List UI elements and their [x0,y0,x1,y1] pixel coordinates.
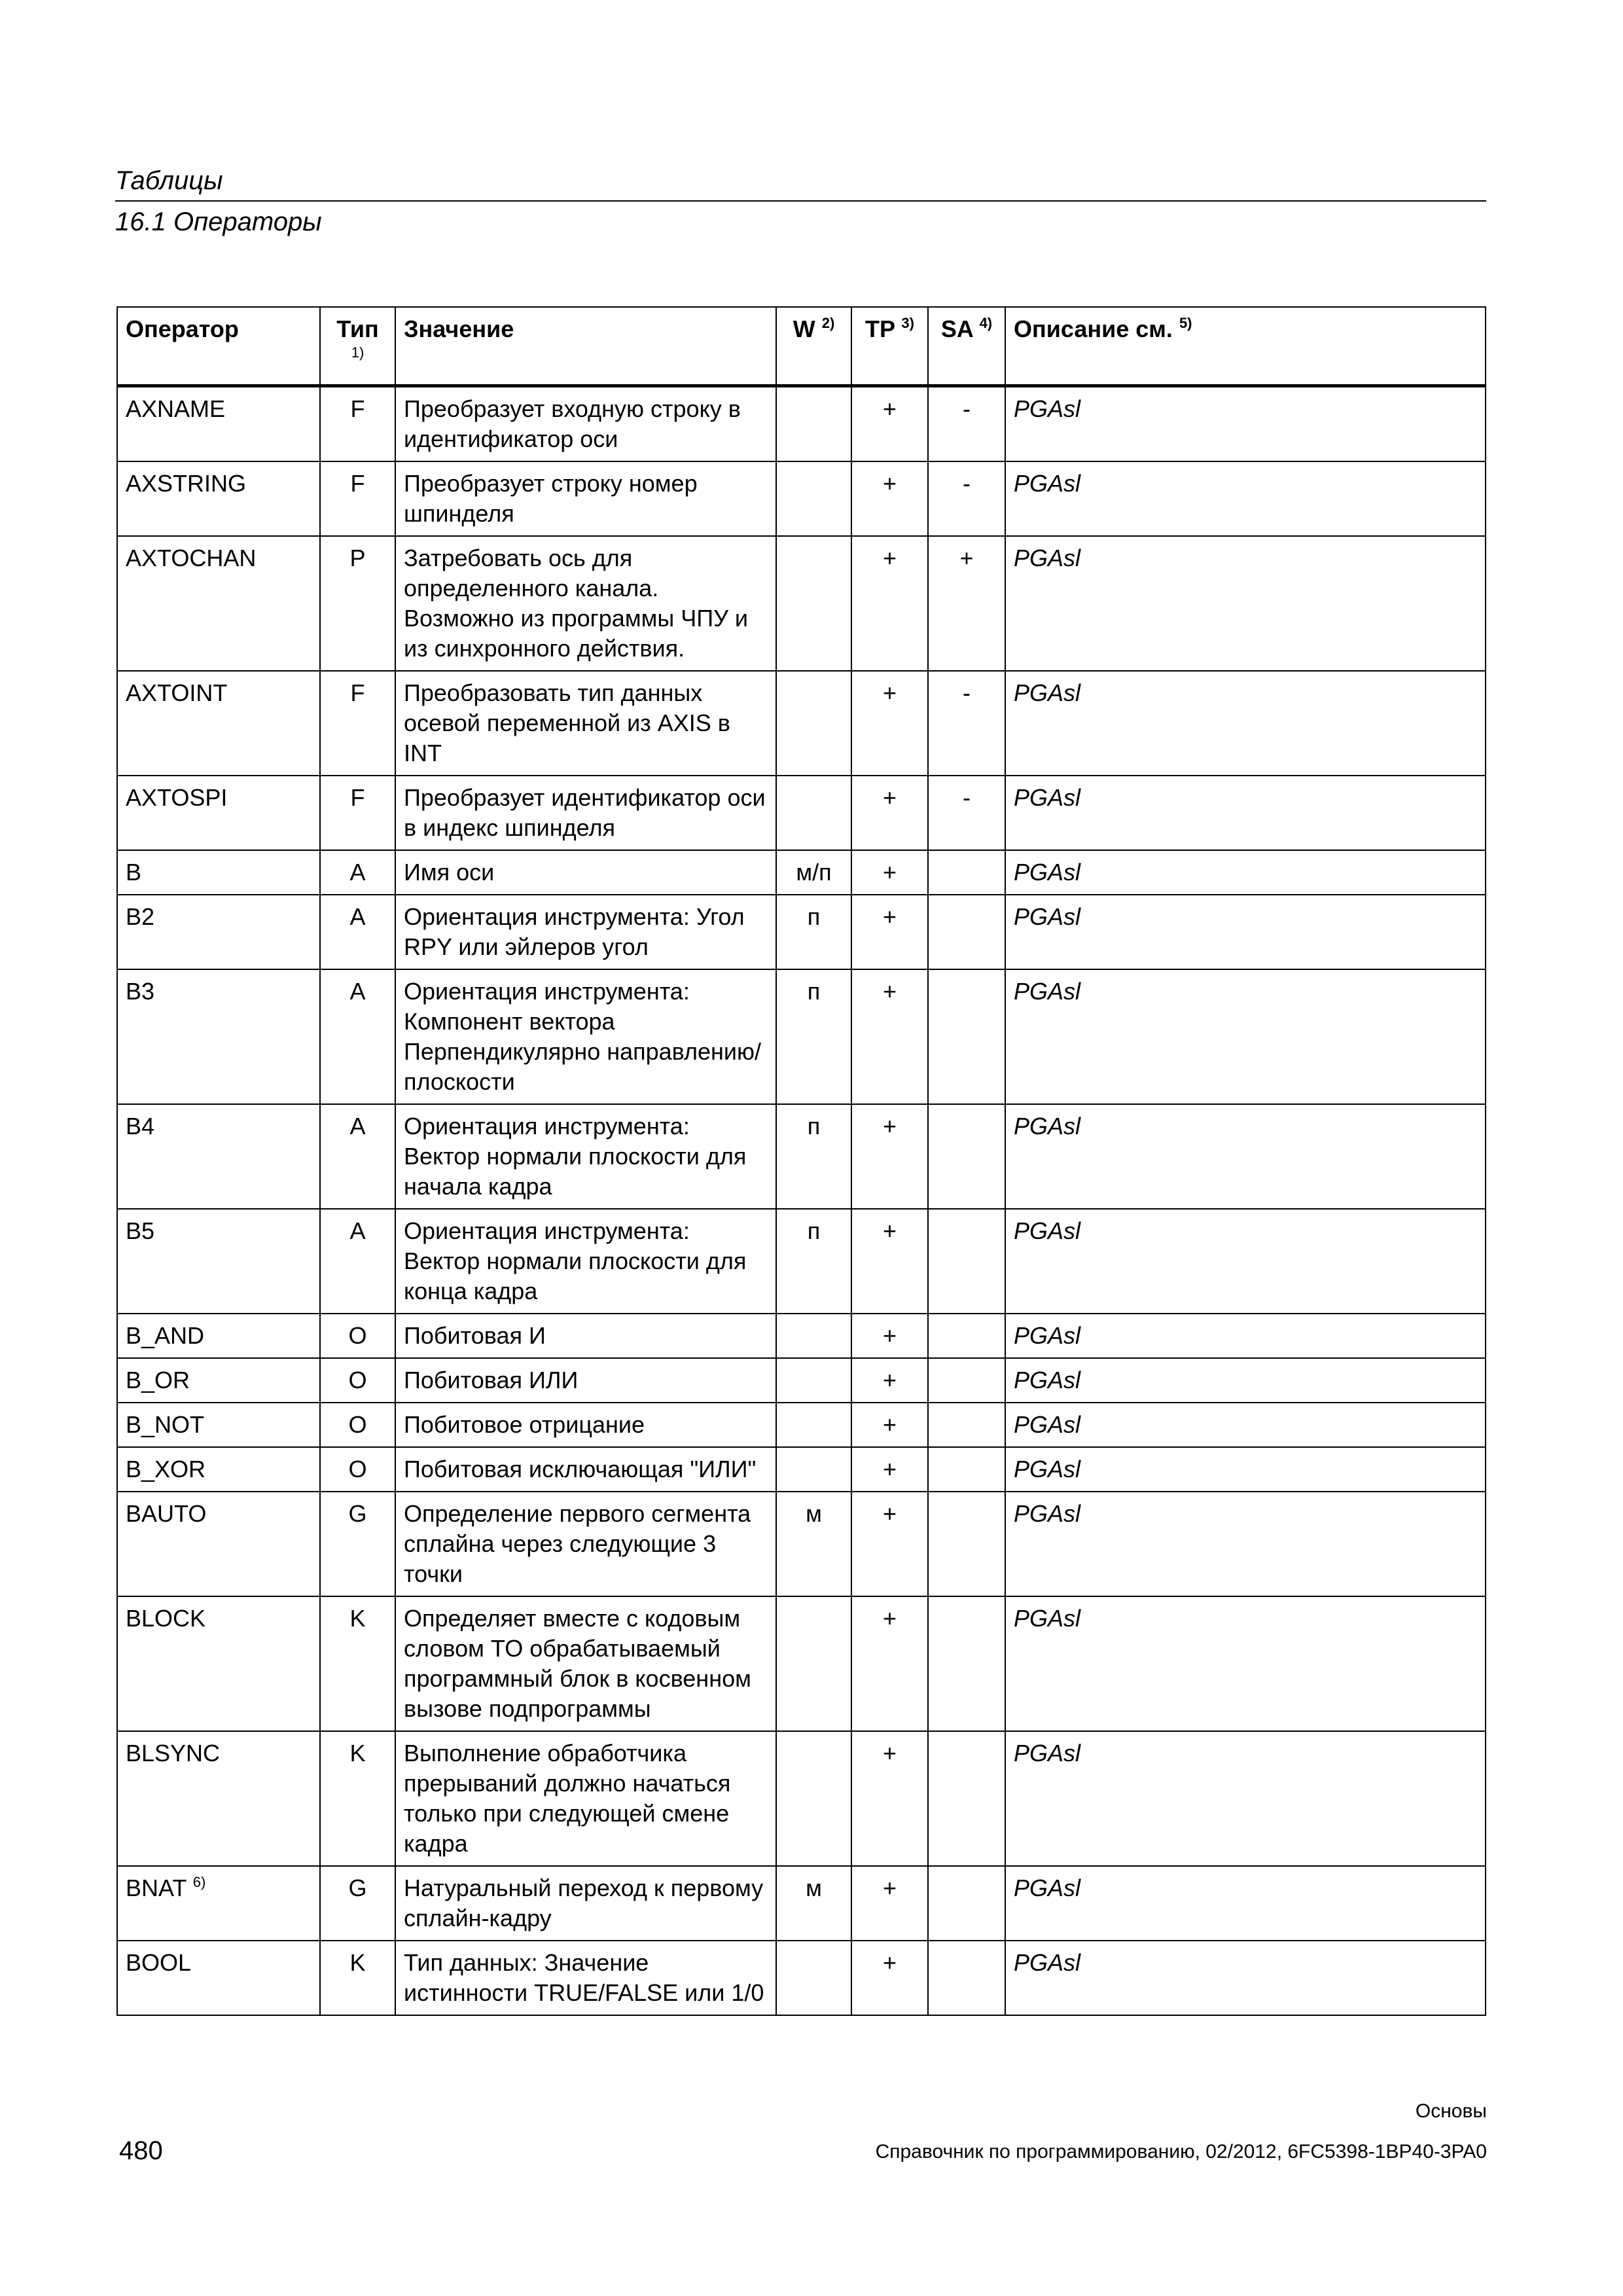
type-cell: K [320,1941,395,2015]
footer-book-title: Основы [1415,2100,1487,2122]
description-ref-cell: PGAsl [1005,671,1486,776]
tp-cell: + [851,1596,928,1731]
type-cell: A [320,1209,395,1314]
tp-cell: + [851,1314,928,1358]
col-meaning-header: Значение [395,307,776,386]
sa-cell [928,1403,1005,1447]
table-row [117,969,1486,1104]
operator-cell: B_OR [117,1358,320,1403]
w-cell [776,1941,851,2015]
meaning-cell: Ориентация инструмента: Вектор нормали плоскости для начала кадра [395,1104,776,1209]
w-cell [776,536,851,671]
table-row [117,776,1486,850]
description-ref-cell: PGAsl [1005,1403,1486,1447]
w-cell: п [776,1209,851,1314]
tp-cell: + [851,1941,928,2015]
table-row [117,1447,1486,1492]
table-header-row [117,307,1486,386]
w-cell: м/п [776,850,851,895]
type-cell: F [320,671,395,776]
w-cell: п [776,969,851,1104]
footer-reference: Справочник по программированию, 02/2012, 6FC5398-1BP40-3PA0 [875,2141,1487,2162]
table-row [117,1731,1486,1866]
w-cell: п [776,1104,851,1209]
tp-cell: + [851,1403,928,1447]
col-type-header: Тип 1) [320,307,395,386]
type-cell: A [320,895,395,969]
meaning-cell: Имя оси [395,850,776,895]
operator-cell: AXTOSPI [117,776,320,850]
tp-cell: + [851,671,928,776]
meaning-cell: Определяет вместе с кодовым словом TO обрабатываемый программный блок в косвенном вызове подпрограммы [395,1596,776,1731]
description-ref-cell: PGAsl [1005,1941,1486,2015]
meaning-cell: Побитовая исключающая "ИЛИ" [395,1447,776,1492]
w-cell: м [776,1492,851,1596]
table-row [117,1941,1486,2015]
col-w-header: W $^{2)}$ [776,307,851,386]
meaning-cell: Ориентация инструмента: Угол RPY или эйлеров угол [395,895,776,969]
operator-cell: AXTOCHAN [117,536,320,671]
tp-cell: + [851,1447,928,1492]
operator-cell: B5 [117,1209,320,1314]
meaning-cell: Преобразует строку номер шпинделя [395,461,776,536]
w-cell [776,1596,851,1731]
col-desc-header: Описание см. $^{5)}$ [1005,307,1486,386]
tp-cell: + [851,1731,928,1866]
meaning-cell: Преобразует идентификатор оси в индекс шпинделя [395,776,776,850]
sa-cell [928,1731,1005,1866]
meaning-cell: Побитовая ИЛИ [395,1358,776,1403]
meaning-cell: Натуральный переход к первому сплайн-кадру [395,1866,776,1941]
meaning-cell: Преобразует входную строку в идентификатор оси [395,386,776,461]
w-cell [776,461,851,536]
type-cell: F [320,386,395,461]
col-desc-footnote: 5) [1179,315,1192,331]
sa-cell: - [928,461,1005,536]
header-rule [115,200,1486,202]
description-ref-cell: PGAsl [1005,461,1486,536]
description-ref-cell: PGAsl [1005,1314,1486,1358]
table-row [117,461,1486,536]
sa-cell [928,1358,1005,1403]
sa-cell [928,1104,1005,1209]
w-cell [776,1447,851,1492]
description-ref-cell: PGAsl [1005,969,1486,1104]
col-sa-header: SA $^{4)}$ [928,307,1005,386]
table-row [117,1104,1486,1209]
page-number: 480 [119,2136,163,2165]
type-cell: A [320,1104,395,1209]
w-cell [776,386,851,461]
col-type-footnote: 1) [351,344,365,361]
w-cell [776,1314,851,1358]
sa-cell: + [928,536,1005,671]
w-cell [776,1358,851,1403]
type-cell: A [320,969,395,1104]
tp-cell: + [851,1104,928,1209]
meaning-cell: Преобразовать тип данных осевой переменной из AXIS в INT [395,671,776,776]
meaning-cell: Ориентация инструмента: Компонент вектора Перпендикулярно направлению/плоскости [395,969,776,1104]
table-row [117,1358,1486,1403]
operator-cell: BNAT $^{6)}$ [117,1866,320,1941]
table-row [117,1492,1486,1596]
table-row [117,1403,1486,1447]
table-row [117,671,1486,776]
operator-cell: BLSYNC [117,1731,320,1866]
table-row [117,1209,1486,1314]
sa-cell [928,895,1005,969]
description-ref-cell: PGAsl [1005,1209,1486,1314]
table-row [117,1596,1486,1731]
sa-cell [928,1209,1005,1314]
type-cell: K [320,1731,395,1866]
type-cell: O [320,1403,395,1447]
tp-cell: + [851,850,928,895]
type-cell: O [320,1447,395,1492]
description-ref-cell: PGAsl [1005,1104,1486,1209]
description-ref-cell: PGAsl [1005,1358,1486,1403]
description-ref-cell: PGAsl [1005,536,1486,671]
sa-cell [928,1492,1005,1596]
meaning-cell: Ориентация инструмента: Вектор нормали плоскости для конца кадра [395,1209,776,1314]
sa-cell [928,1596,1005,1731]
type-cell: O [320,1358,395,1403]
type-cell: O [320,1314,395,1358]
col-tp-header: TP $^{3)}$ [851,307,928,386]
sa-cell [928,969,1005,1104]
description-ref-cell: PGAsl [1005,895,1486,969]
meaning-cell: Затребовать ось для определенного канала. Возможно из программы ЧПУ и из синхронного действия. [395,536,776,671]
type-cell: G [320,1492,395,1596]
operator-cell: BLOCK [117,1596,320,1731]
col-tp-footnote: 3) [901,315,914,331]
table-row [117,850,1486,895]
description-ref-cell: PGAsl [1005,386,1486,461]
tp-cell: + [851,1492,928,1596]
sa-cell [928,1941,1005,2015]
operator-cell: AXNAME [117,386,320,461]
tp-cell: + [851,1209,928,1314]
description-ref-cell: PGAsl [1005,1492,1486,1596]
tp-cell: + [851,969,928,1104]
meaning-cell: Тип данных: Значение истинности TRUE/FALSE или 1/0 [395,1941,776,2015]
col-w-footnote: 2) [821,315,835,331]
type-cell: K [320,1596,395,1731]
operator-cell: B [117,850,320,895]
type-cell: F [320,461,395,536]
w-cell: п [776,895,851,969]
tp-cell: + [851,776,928,850]
subsection-title: 16.1 Операторы [115,207,322,236]
w-cell: м [776,1866,851,1941]
description-ref-cell: PGAsl [1005,1596,1486,1731]
operator-cell: B2 [117,895,320,969]
meaning-cell: Побитовая И [395,1314,776,1358]
meaning-cell: Побитовое отрицание [395,1403,776,1447]
w-cell [776,1403,851,1447]
operator-cell: B_NOT [117,1403,320,1447]
table-row [117,386,1486,461]
sa-cell [928,850,1005,895]
type-cell: F [320,776,395,850]
tp-cell: + [851,536,928,671]
meaning-cell: Определение первого сегмента сплайна через следующие 3 точки [395,1492,776,1596]
type-cell: A [320,850,395,895]
table-row [117,1866,1486,1941]
operator-cell: AXTOINT [117,671,320,776]
operator-footnote: 6) [192,1873,206,1890]
operator-cell: B3 [117,969,320,1104]
tp-cell: + [851,895,928,969]
description-ref-cell: PGAsl [1005,776,1486,850]
operator-cell: BAUTO [117,1492,320,1596]
sa-cell [928,1866,1005,1941]
description-ref-cell: PGAsl [1005,1866,1486,1941]
tp-cell: + [851,1358,928,1403]
tp-cell: + [851,1866,928,1941]
operator-cell: B4 [117,1104,320,1209]
col-sa-footnote: 4) [979,315,993,331]
meaning-cell: Выполнение обработчика прерываний должно начаться только при следующей смене кадра [395,1731,776,1866]
table-row [117,895,1486,969]
w-cell [776,1731,851,1866]
type-cell: G [320,1866,395,1941]
table-row [117,536,1486,671]
sa-cell: - [928,776,1005,850]
operator-cell: BOOL [117,1941,320,2015]
description-ref-cell: PGAsl [1005,850,1486,895]
type-cell: P [320,536,395,671]
col-operator-header: Оператор [117,307,320,386]
section-title: Таблицы [115,166,223,195]
sa-cell [928,1447,1005,1492]
sa-cell: - [928,386,1005,461]
operators-table [116,306,1486,2016]
table-row [117,1314,1486,1358]
description-ref-cell: PGAsl [1005,1447,1486,1492]
tp-cell: + [851,386,928,461]
operator-cell: B_AND [117,1314,320,1358]
sa-cell [928,1314,1005,1358]
w-cell [776,671,851,776]
w-cell [776,776,851,850]
tp-cell: + [851,461,928,536]
sa-cell: - [928,671,1005,776]
description-ref-cell: PGAsl [1005,1731,1486,1866]
operator-cell: AXSTRING [117,461,320,536]
operator-cell: B_XOR [117,1447,320,1492]
